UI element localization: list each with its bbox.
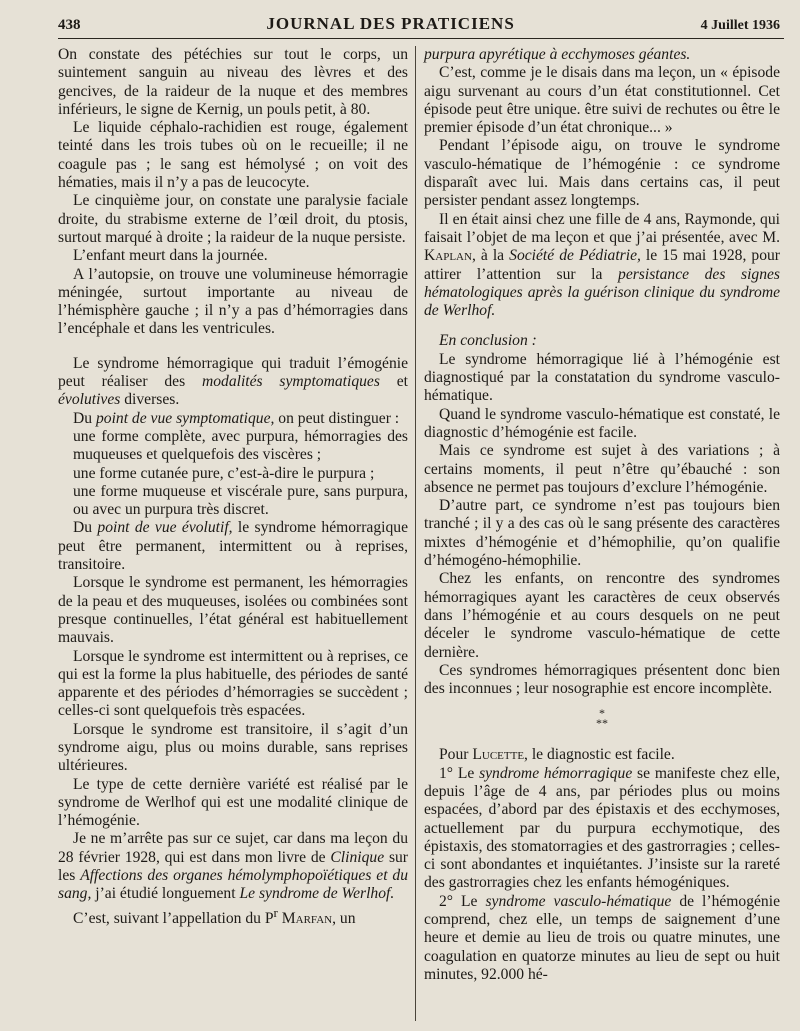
page-number: 438 <box>58 17 81 33</box>
list-item: une forme muqueuse et viscérale pure, sans purpura, ou avec un purpura très discret. <box>73 482 408 519</box>
header-rule <box>58 38 784 39</box>
paragraph: Mais ce syndrome est sujet à des variations ; à certains moments, il peut n’être qu’ébauché : son absence ne permet pas toujours d’exclure l’hémogénie. <box>424 442 780 496</box>
paragraph: Ces syndromes hémorragiques présentent donc bien des inconnues ; leur nosographie est encore incomplète. <box>424 661 780 698</box>
page-header <box>58 14 780 38</box>
left-column <box>58 46 408 928</box>
paragraph: Je ne m’arrête pas sur ce sujet, car dans ma leçon du 28 février 1928, qui est dans mon livre de Clinique sur les Affections des organes hémolymphopoïétiques et du sang, j’ai étudié longuement Le syndrome de Werlhof. <box>58 830 408 903</box>
paragraph: A l’autopsie, on trouve une volumineuse hémorragie méningée, surtout importante au niveau de l’hémisphère gauche ; il n’y a pas d’hémorragies dans l’encéphale et dans les ventricules. <box>58 265 408 338</box>
issue-date: 4 Juillet 1936 <box>700 18 780 33</box>
list-item: une forme cutanée pure, c’est-à-dire le purpura ; <box>73 464 375 482</box>
paragraph: purpura apyrétique à ecchymoses géantes. <box>424 46 691 63</box>
paragraph: On constate des pétéchies sur tout le corps, un suintement sanguin au niveau des lèvres et des gencives, de la raideur de la nuque et des membres inférieurs, le signe de Kernig, un pouls petit, à 80. <box>58 46 408 118</box>
paragraph: Lorsque le syndrome est transitoire, il s’agit d’un syndrome aigu, plus ou moins durable, sans reprises ultérieures. <box>58 720 408 775</box>
paragraph: 2° Le syndrome vasculo-hématique de l’hémogénie comprend, chez elle, un temps de saignement d’une heure et demie au lieu de trois ou quatre minutes, une coagulation en quatorze minutes au lieu de sept ou huit minutes, 92.000 hé- <box>424 892 780 983</box>
paragraph: D’autre part, ce syndrome n’est pas toujours bien tranché ; il y a des cas où le sang présente des caractères mixtes d’hémogénie et d’hémophilie, qu’on qualifie d’hémogéno-hémophilie. <box>424 497 780 570</box>
paragraph: Le syndrome hémorragique lié à l’hémogénie est diagnostiqué par la constatation du syndrome vasculo-hématique. <box>424 350 780 405</box>
paragraph: Du point de vue évolutif, le syndrome hémorragique peut être permanent, intermittent ou à reprises, transitoire. <box>58 519 408 574</box>
paragraph: Il en était ainsi chez une fille de 4 ans, Raymonde, qui faisait l’objet de ma leçon et que j’ai présentée, avec M. Kaplan, à la Société de Pédiatrie, le 15 mai 1928, pour attirer l’attention sur la persistance des signes hématologiques après la guérison clinique du syndrome de Werlhof. <box>424 210 780 320</box>
right-column <box>424 46 780 984</box>
column-divider <box>415 46 416 1021</box>
paragraph: C’est, suivant l’appellation du $P^r$ Marfan, un <box>73 904 356 927</box>
paragraph: 1° Le syndrome hémorragique se manifeste chez elle, depuis l’âge de 4 ans, par périodes plus ou moins espacées, d’abord par des épistaxis et des ecchymoses, actuellement par du purpura ecchymotique, des épistaxis, des stomatorragies et des gastrorragies ; celles-ci sont abondantes et inquiétantes. J’insiste sur la rareté des gastrorragies chez les enfants hémogéniques. <box>424 764 780 892</box>
separator-stars: ** <box>596 716 608 731</box>
paragraph: Le liquide céphalo-rachidien est rouge, également teinté dans les trois tubes où on le recueille; il ne coagule pas ; le sang est hémolysé ; on voit des hématies, mais il n’y a pas de leucocyte. <box>58 119 408 192</box>
separator-star: * <box>599 706 605 721</box>
paragraph: Quand le syndrome vasculo-hématique est constaté, le diagnostic d’hémogénie est facile. <box>424 405 780 441</box>
paragraph: L’enfant meurt dans la journée. <box>73 247 268 265</box>
paragraph: C’est, comme je le disais dans ma leçon, un « épisode aigu survenant au cours d’un état constitutionnel. Cet épisode peut être unique. être suivi de rechutes ou être le premier épisode d’un état chronique... » <box>424 64 780 137</box>
paragraph: Lorsque le syndrome est intermittent ou à reprises, ce qui est la forme la plus habituelle, des périodes de santé apparente et des périodes d’hémorragies se succèdent ; celles-ci sont quelquefois très espacées. <box>58 647 408 720</box>
paragraph: Le type de cette dernière variété est réalisé par le syndrome de Werlhof qui est une modalité clinique de l’hémogénie. <box>58 775 408 830</box>
paragraph: Du point de vue symptomatique, on peut distinguer : <box>73 409 400 427</box>
journal-title: JOURNAL DES PRATICIENS <box>266 14 515 33</box>
paragraph: Le cinquième jour, on constate une paralysie faciale droite, du strabisme externe de l’œil droit, du ptosis, surtout marqué à droite ; la raideur de la nuque persiste. <box>58 192 408 246</box>
paragraph: Pendant l’épisode aigu, on trouve le syndrome vasculo-hématique de l’hémogénie : ce syndrome disparaît avec lui. Mais dans certains cas, il peut persister pendant assez longtemps. <box>424 137 780 210</box>
paragraph: Le syndrome hémorragique qui traduit l’émogénie peut réaliser des modalités symptomatiques et évolutives diverses. <box>58 354 408 409</box>
paragraph: Chez les enfants, on rencontre des syndromes hémorragiques ayant les caractères de ceux observés dans l’hémogénie et au cours desquels on ne peut déceler le syndrome vasculo-hématique de cette dernière. <box>424 570 780 661</box>
paragraph: Pour Lucette, le diagnostic est facile. <box>439 746 675 764</box>
paragraph: Lorsque le syndrome est permanent, les hémorragies de la peau et des muqueuses, isolées ou combinées sont presque continuelles, l’état général est habituellement mauvais. <box>58 574 408 647</box>
section-separator <box>424 706 780 731</box>
section-heading: En conclusion : <box>439 332 537 350</box>
list-item: une forme complète, avec purpura, hémorragies des muqueuses et quelquefois des viscères ; <box>73 427 408 464</box>
